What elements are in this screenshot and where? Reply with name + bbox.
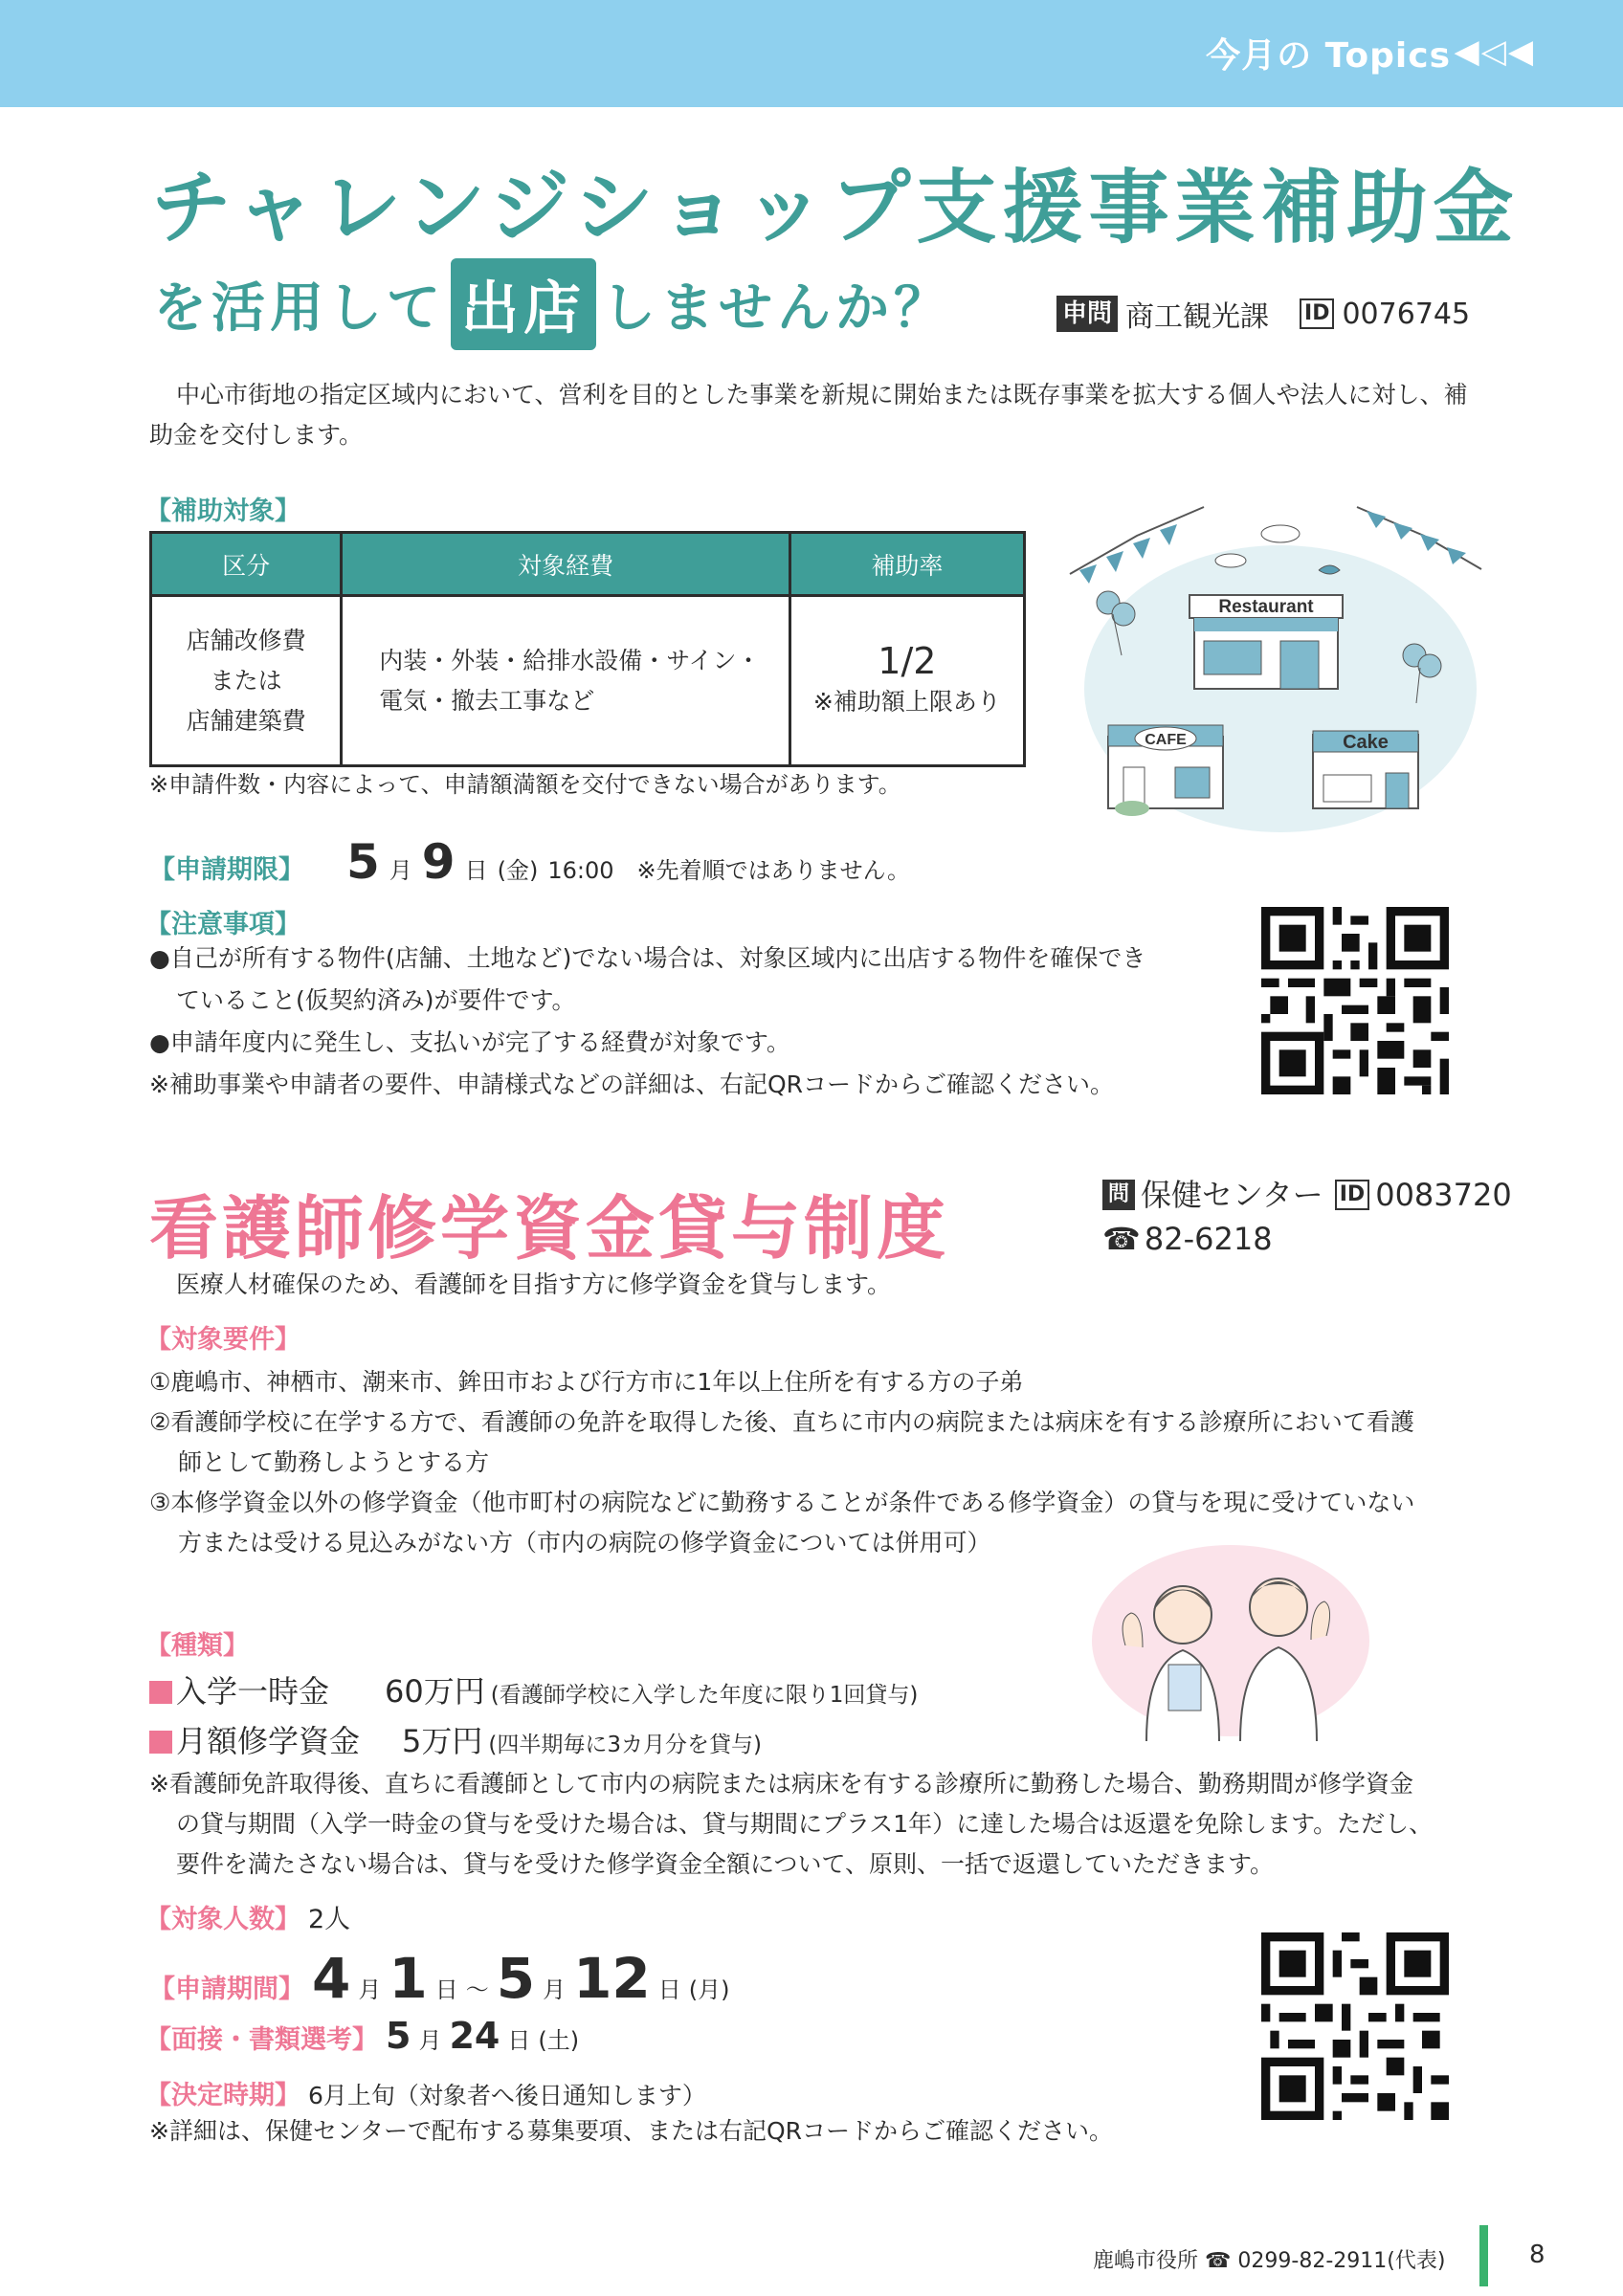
list-item: ●申請年度内に発生し、支払いが完了する経費が対象です。 <box>149 1028 790 1056</box>
interview-day: 24 <box>449 2015 500 2057</box>
pink-square-icon <box>149 1731 172 1754</box>
kind-amount: 60万円 <box>385 1673 485 1710</box>
contact-tag: 申問 <box>1056 296 1118 332</box>
kind-name: 月額修学資金 <box>176 1723 361 1759</box>
footer-divider <box>1479 2225 1488 2286</box>
end-day: 12 <box>573 1946 651 2011</box>
target-heading: 【補助対象】 <box>145 497 300 526</box>
kinds-heading: 【種類】 <box>145 1631 249 1661</box>
deadline-note: ※先着順ではありません。 <box>636 857 911 884</box>
footer-office: 鹿嶋市役所 <box>1093 2249 1199 2273</box>
table-header: 対象経費 <box>342 533 789 596</box>
deadline-month-unit: 月 <box>389 857 412 884</box>
list-item: 師として勤務しようとする方 <box>178 1448 490 1476</box>
rate-note: ※補助額上限あり <box>812 687 1001 716</box>
list-item <box>149 1718 918 1768</box>
day-unit: 日 <box>507 2027 531 2054</box>
day-unit: 日 <box>657 1976 681 2003</box>
footer-phone: 0299-82-2911(代表) <box>1237 2249 1446 2273</box>
target-count <box>145 1898 350 1935</box>
month-unit: 月 <box>543 1976 567 2003</box>
count-value: 2人 <box>308 1905 351 1934</box>
kinds-note <box>149 1764 1489 1885</box>
list-item: ※補助事業や申請者の要件、申請様式などの詳細は、右記QRコードからご確認ください。 <box>149 1071 1114 1098</box>
phone-icon: ☎ <box>1102 1221 1141 1257</box>
shops-illustration <box>1060 497 1491 842</box>
category-line: 店舗建築費 <box>186 706 306 735</box>
deadline-time: 16:00 <box>547 857 614 884</box>
decision-label: 【決定時期】 <box>145 2081 300 2110</box>
section1-subtitle <box>153 258 952 350</box>
kind-note: (四半期毎に3カ月分を貸与) <box>488 1733 762 1757</box>
interview-month: 5 <box>386 2015 411 2057</box>
section1-title: チャレンジショップ支援事業補助金 <box>151 161 1520 254</box>
id-number: 0076745 <box>1342 297 1471 331</box>
section2-title: 看護師修学資金貸与制度 <box>149 1188 950 1269</box>
id-number: 0083720 <box>1375 1177 1512 1213</box>
id-tag: ID <box>1300 298 1334 329</box>
contact-dept: 保健センター <box>1141 1177 1323 1213</box>
req-heading: 【対象要件】 <box>145 1325 300 1355</box>
subtitle-pre: を活用して <box>153 277 445 340</box>
category-line: 店舗改修費 <box>186 626 306 654</box>
interview-date <box>145 2015 579 2057</box>
header-label: 今月の Topics <box>1206 36 1451 76</box>
sign-cake: Cake <box>1343 732 1389 753</box>
caution-heading: 【注意事項】 <box>145 910 300 939</box>
contact-dept: 商工観光課 <box>1125 300 1270 334</box>
list-item: ていること(仮契約済み)が要件です。 <box>176 986 576 1014</box>
month-unit: 月 <box>418 2027 442 2054</box>
note-line: 要件を満たさない場合は、貸与を受けた修学資金全額について、原則、一括で返還していただきます。 <box>176 1850 1275 1878</box>
table-header: 区分 <box>151 533 342 596</box>
subtitle-boxed-word: 出店 <box>451 258 596 350</box>
list-item: ●自己が所有する物件(店舗、土地など)でない場合は、対象区域内に出店する物件を確保でき <box>149 944 1146 972</box>
deadline-day: 9 <box>421 834 456 890</box>
id-tag: ID <box>1335 1180 1369 1210</box>
tilde: ～ <box>465 1976 489 2003</box>
list-item: 方または受ける見込みがない方（市内の病院の修学資金については併用可） <box>178 1529 991 1556</box>
day-unit: 日 <box>434 1976 458 2003</box>
requirements-list <box>149 1362 1489 1563</box>
section1-contact <box>1056 293 1470 335</box>
subsidy-table <box>149 531 1026 767</box>
nurses-illustration <box>1087 1540 1374 1741</box>
decision-value: 6月上旬（対象者へ後日通知します） <box>308 2082 706 2109</box>
caution-list <box>149 938 1221 1106</box>
decision-time <box>145 2074 706 2111</box>
expenses-line: 内装・外装・給排水設備・サイン・ <box>379 646 761 674</box>
note-line: の貸与期間（入学一時金の貸与を受けた場合は、貸与期間にプラス1年）に達した場合は返還を免除します。ただし、 <box>176 1810 1434 1838</box>
phone-number: 82-6218 <box>1144 1221 1273 1257</box>
subtitle-post: しませんか？ <box>602 277 952 340</box>
interview-weekday: (土) <box>538 2027 580 2054</box>
expenses-line: 電気・撤去工事など <box>379 686 595 715</box>
footer-contact <box>1093 2244 1445 2274</box>
start-month: 4 <box>312 1946 351 2011</box>
list-item: ③本修学資金以外の修学資金（他市町村の病院などに勤務することが条件である修学資金）の貸与を現に受けていない <box>149 1489 1415 1516</box>
table-cell-expenses <box>342 596 789 766</box>
apply-period <box>149 1946 730 2011</box>
kind-amount: 5万円 <box>402 1723 483 1759</box>
period-label: 【申請期間】 <box>149 1975 304 2004</box>
qr-code-icon[interactable] <box>1261 907 1449 1094</box>
page-number: 8 <box>1529 2241 1545 2269</box>
sign-cafe: CAFE <box>1145 732 1187 748</box>
list-item: ①鹿嶋市、神栖市、潮来市、鉾田市および行方市に1年以上住所を有する方の子弟 <box>149 1368 1024 1396</box>
category-line: または <box>210 666 282 695</box>
deadline-weekday: (金) <box>497 857 539 884</box>
pink-square-icon <box>149 1681 172 1704</box>
contact-tag: 問 <box>1102 1180 1135 1210</box>
interview-label: 【面接・書類選考】 <box>145 2025 378 2055</box>
deadline-label: 【申請期限】 <box>149 855 304 885</box>
sign-restaurant: Restaurant <box>1218 597 1314 617</box>
section1-intro: 中心市街地の指定区域内において、営利を目的とした事業を新規に開始または既存事業を拡大する個人や法人に対し、補助金を交付します。 <box>149 381 1468 449</box>
table-row <box>151 596 1025 766</box>
section2-contact <box>1102 1173 1512 1261</box>
note-line: ※看護師免許取得後、直ちに看護師として市内の病院または病床を有する診療所に勤務した場合、勤務期間が修学資金 <box>149 1770 1413 1798</box>
start-day: 1 <box>389 1946 428 2011</box>
table-note: ※申請件数・内容によって、申請額満額を交付できない場合があります。 <box>149 771 901 798</box>
count-label: 【対象人数】 <box>145 1905 300 1934</box>
list-item <box>149 1668 918 1718</box>
table-cell-rate <box>789 596 1024 766</box>
apply-deadline <box>149 834 910 890</box>
end-month: 5 <box>496 1946 536 2011</box>
kind-name: 入学一時金 <box>176 1673 330 1710</box>
section2-intro: 医療人材確保のため、看護師を目指す方に修学資金を貸与します。 <box>176 1270 892 1298</box>
period-weekday: (月) <box>688 1976 730 2003</box>
list-item: ②看護師学校に在学する方で、看護師の免許を取得した後、直ちに市内の病院または病床を有する診療所において看護 <box>149 1408 1414 1436</box>
month-unit: 月 <box>358 1976 382 2003</box>
phone-icon: ☎ <box>1205 2249 1232 2273</box>
header-arrows-icon: ◀◁◀ <box>1454 33 1535 71</box>
final-note: ※詳細は、保健センターで配布する募集要項、または右記QRコードからご確認ください。 <box>149 2117 1113 2145</box>
rate-value: 1/2 <box>878 639 937 682</box>
deadline-day-unit: 日 <box>464 857 488 884</box>
kind-note: (看護師学校に入学した年度に限り1回貸与) <box>490 1683 919 1708</box>
table-header: 補助率 <box>789 533 1024 596</box>
qr-code-icon[interactable] <box>1261 1932 1449 2120</box>
table-cell-category <box>151 596 342 766</box>
deadline-month: 5 <box>346 834 380 890</box>
kinds-list <box>149 1668 918 1768</box>
